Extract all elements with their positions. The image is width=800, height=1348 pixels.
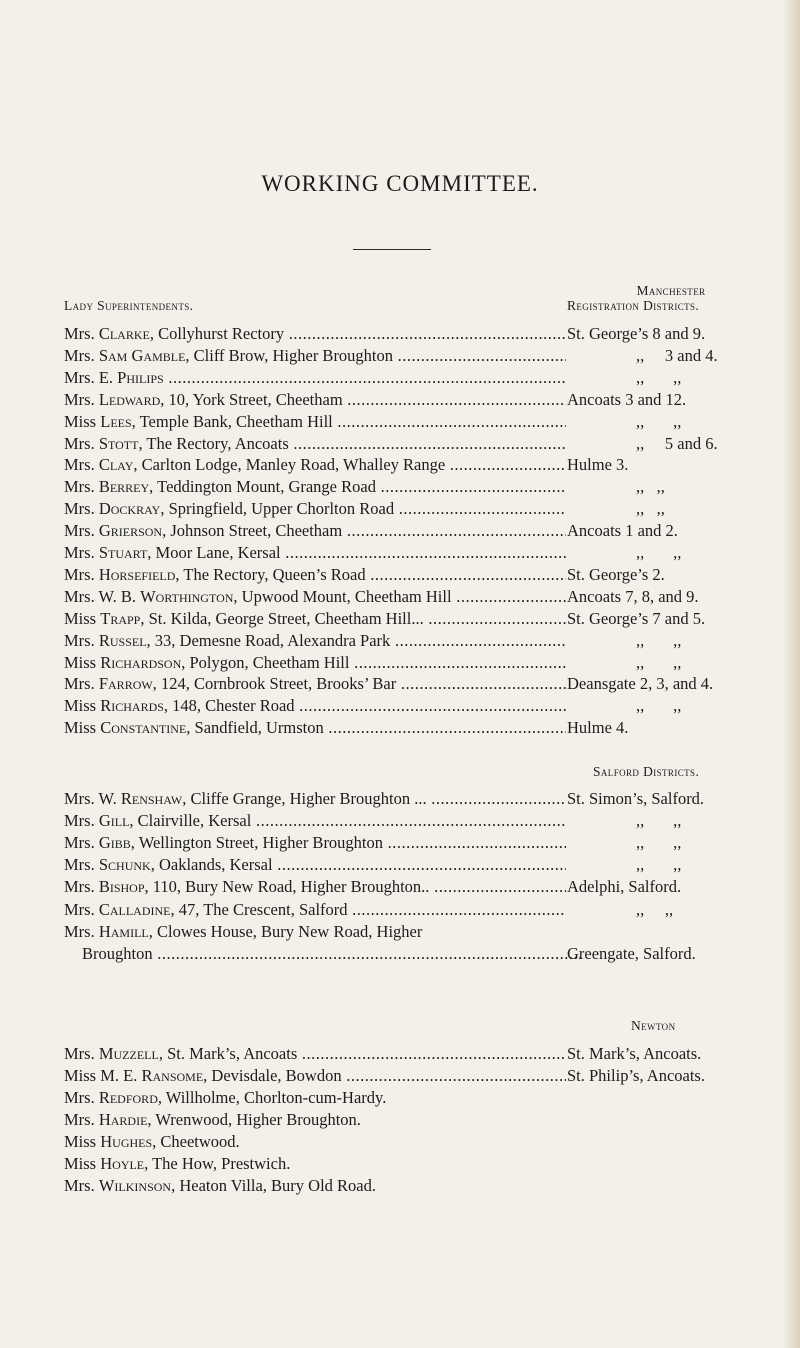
member-entry xyxy=(64,345,566,367)
member-entry xyxy=(64,411,566,433)
member-address: Cliff Brow, Higher Broughton xyxy=(189,345,394,365)
member-entry xyxy=(64,389,566,411)
district-label: ,, ,, xyxy=(636,652,682,672)
district-label: Ancoats 7, 8, and 9. xyxy=(567,586,699,606)
member-name: Gill, xyxy=(98,811,134,831)
list-item xyxy=(0,1131,800,1153)
member-title: Mrs. xyxy=(64,389,95,409)
member-name: Redford, xyxy=(98,1088,162,1107)
member-entry xyxy=(64,564,566,586)
list-item xyxy=(0,1153,800,1175)
member-address: Polygon, Cheetham Hill xyxy=(185,652,350,672)
member-name: E. Philips xyxy=(98,367,164,387)
district-label: St. George’s 7 and 5. xyxy=(567,608,706,628)
district-label: Greengate, Salford. xyxy=(567,943,696,963)
member-title: Mrs. xyxy=(64,877,95,897)
district-label: ,, ,, xyxy=(636,543,682,562)
list-item xyxy=(0,717,800,739)
member-address: Johnson Street, Cheetham xyxy=(166,521,343,541)
member-address: Moor Lane, Kersal xyxy=(151,543,281,562)
member-entry xyxy=(64,1065,566,1087)
district-label: ,, ,, xyxy=(636,833,682,853)
member-address: The Rectory, Ancoats xyxy=(142,433,289,453)
member-address: The How, Prestwich. xyxy=(148,1154,291,1173)
district-label: St. Simon’s, Salford. xyxy=(567,789,705,808)
member-address: The Rectory, Queen’s Road xyxy=(179,564,366,584)
list-item xyxy=(0,1175,800,1197)
member-entry xyxy=(64,520,566,542)
member-name: Hardie, xyxy=(98,1110,152,1129)
member-name: Dockray, xyxy=(98,499,165,519)
member-name: Richardson, xyxy=(100,652,186,672)
list-item xyxy=(0,520,800,542)
list-item xyxy=(0,586,800,608)
member-name: Russel, xyxy=(98,630,151,650)
member-name: Hamill, xyxy=(98,921,153,941)
member-title: Miss xyxy=(64,411,97,431)
district-label: ,, ,, xyxy=(636,367,682,387)
member-entry xyxy=(64,323,566,345)
list-item xyxy=(0,1109,800,1131)
member-address: Clairville, Kersal xyxy=(133,811,252,831)
member-address: Springfield, Upper Chorlton Road xyxy=(164,499,395,519)
district-label: ,, ,, xyxy=(636,411,682,431)
member-entry xyxy=(64,832,566,854)
district-label: ,, 3 and 4. xyxy=(636,345,718,365)
list-item xyxy=(0,323,800,345)
member-title: Mrs. xyxy=(64,521,95,541)
member-title: Mrs. xyxy=(64,455,95,475)
member-name: Hoyle, xyxy=(100,1154,149,1173)
member-title: Mrs. xyxy=(64,674,95,694)
district-label: Hulme 3. xyxy=(567,455,629,475)
newton-heading: Newton xyxy=(631,1018,676,1033)
member-entry xyxy=(64,1131,764,1153)
member-entry xyxy=(64,630,566,652)
member-title: Miss M. E. xyxy=(64,1066,138,1085)
member-name: Berrey, xyxy=(98,477,154,497)
member-entry xyxy=(64,876,566,898)
page-title: WORKING COMMITTEE. xyxy=(261,171,539,196)
member-title: Miss xyxy=(64,718,97,738)
member-entry xyxy=(64,1043,566,1065)
member-address: 148, Chester Road xyxy=(168,696,295,716)
member-title: Mrs. xyxy=(64,833,95,853)
list-item xyxy=(0,389,800,411)
member-title: Miss xyxy=(64,1154,97,1173)
list-item xyxy=(0,1065,800,1087)
member-entry xyxy=(64,921,764,943)
member-address: Carlton Lodge, Manley Road, Whalley Range xyxy=(137,455,446,475)
member-address: 110, Bury New Road, Higher Broughton.. xyxy=(148,877,430,897)
member-address: St. Kilda, George Street, Cheetham Hill... xyxy=(144,608,424,628)
district-label: ,, ,, xyxy=(636,696,682,716)
member-address: Temple Bank, Cheetham Hill xyxy=(135,411,333,431)
list-item xyxy=(0,367,800,389)
member-address: Oaklands, Kersal xyxy=(154,855,273,875)
list-item xyxy=(0,1087,800,1109)
member-name: Ledward, xyxy=(98,389,165,409)
member-address: Teddington Mount, Grange Road xyxy=(153,477,376,497)
member-entry xyxy=(64,542,566,564)
list-item xyxy=(0,454,800,476)
member-entry xyxy=(64,899,566,921)
member-title: Mrs. xyxy=(64,499,95,519)
member-name: Stuart, xyxy=(98,543,152,562)
member-title: Miss xyxy=(64,1132,97,1151)
list-item xyxy=(0,673,800,695)
list-item xyxy=(0,542,800,564)
member-name: Wilkinson, xyxy=(98,1176,176,1195)
member-title: Mrs. xyxy=(64,477,95,497)
district-label: ,, ,, xyxy=(636,477,665,497)
member-title: Mrs. xyxy=(64,564,95,584)
member-name: Clay, xyxy=(98,455,138,475)
member-title: Mrs. xyxy=(64,630,95,650)
list-item xyxy=(0,411,800,433)
member-title: Mrs. xyxy=(64,345,95,365)
member-address: 10, York Street, Cheetham xyxy=(164,389,343,409)
list-item xyxy=(0,652,800,674)
member-title: Mrs. xyxy=(64,899,95,919)
member-title: Mrs. xyxy=(64,921,95,941)
member-title: Mrs. xyxy=(64,811,95,831)
member-name: Hughes, xyxy=(100,1132,157,1151)
manchester-heading-line2: Registration Districts. xyxy=(567,298,700,313)
list-item xyxy=(0,1043,800,1065)
member-address: 47, The Crescent, Salford xyxy=(174,899,348,919)
member-address: Cliffe Grange, Higher Broughton ... xyxy=(186,789,427,808)
member-title: Miss xyxy=(64,696,97,716)
district-label: St. George’s 8 and 9. xyxy=(567,324,706,343)
district-label: ,, ,, xyxy=(636,899,674,919)
member-entry xyxy=(64,433,566,455)
member-name: Stott, xyxy=(98,433,143,453)
member-entry xyxy=(64,608,566,630)
member-entry xyxy=(64,1153,764,1175)
salford-heading: Salford Districts. xyxy=(593,764,700,779)
member-entry xyxy=(64,810,566,832)
member-address: Willholme, Chorlton-cum-Hardy. xyxy=(161,1088,387,1107)
list-item xyxy=(0,345,800,367)
member-address: Wrenwood, Higher Broughton. xyxy=(151,1110,361,1129)
district-label: Ancoats 1 and 2. xyxy=(567,521,678,541)
member-name: Clarke, xyxy=(98,324,154,343)
district-label: St. George’s 2. xyxy=(567,564,665,584)
district-label: Adelphi, Salford. xyxy=(567,877,682,897)
member-name: Lees, xyxy=(100,411,136,431)
member-address: Wellington Street, Higher Broughton xyxy=(134,833,384,853)
district-label: Hulme 4. xyxy=(567,718,629,738)
member-name: Farrow, xyxy=(98,674,157,694)
member-address: St. Mark’s, Ancoats xyxy=(162,1044,298,1063)
lady-superintendents-heading: Lady Superintendents. xyxy=(64,298,194,313)
member-address: Broughton xyxy=(82,943,153,963)
member-name: Bishop, xyxy=(98,877,149,897)
member-address: Cheetwood. xyxy=(156,1132,240,1151)
member-entry xyxy=(64,652,566,674)
member-entry xyxy=(64,454,566,476)
list-item xyxy=(0,943,800,965)
member-name: Sam Gamble, xyxy=(98,345,190,365)
member-entry xyxy=(64,1175,764,1197)
member-address: Heaton Villa, Bury Old Road. xyxy=(175,1176,377,1195)
member-title: Mrs. xyxy=(64,433,95,453)
member-title: Mrs. W. xyxy=(64,789,117,808)
district-label: ,, ,, xyxy=(636,811,682,831)
member-entry xyxy=(64,1109,764,1131)
member-name: Trapp, xyxy=(100,608,145,628)
list-item xyxy=(0,608,800,630)
district-label: ,, ,, xyxy=(636,499,665,519)
district-label: St. Mark’s, Ancoats. xyxy=(567,1044,702,1063)
member-entry xyxy=(64,1087,764,1109)
member-entry xyxy=(64,673,566,695)
district-label: St. Philip’s, Ancoats. xyxy=(567,1066,705,1085)
member-address: Sandfield, Urmston xyxy=(190,718,324,738)
list-item xyxy=(0,476,800,498)
member-entry xyxy=(64,367,566,389)
list-item xyxy=(0,876,800,898)
list-item xyxy=(0,899,800,921)
district-label: ,, 5 and 6. xyxy=(636,433,718,453)
member-title: Miss xyxy=(64,608,97,628)
member-entry xyxy=(64,695,566,717)
district-label: ,, ,, xyxy=(636,630,682,650)
member-name: Renshaw, xyxy=(120,789,187,808)
member-entry xyxy=(64,476,566,498)
member-title: Mrs. xyxy=(64,543,95,562)
title-rule xyxy=(353,249,431,250)
member-title: Mrs. xyxy=(64,367,95,387)
member-title: Mrs. xyxy=(64,1088,95,1107)
list-item xyxy=(0,498,800,520)
member-name: Grierson, xyxy=(98,521,167,541)
list-item xyxy=(0,788,800,810)
district-label: Ancoats 3 and 12. xyxy=(567,389,687,409)
list-item xyxy=(0,695,800,717)
list-item xyxy=(0,564,800,586)
member-name: Calladine, xyxy=(98,899,175,919)
member-title: Mrs. xyxy=(64,1044,95,1063)
list-item xyxy=(0,433,800,455)
list-item xyxy=(0,810,800,832)
member-name: Horsefield, xyxy=(98,564,180,584)
member-name: Schunk, xyxy=(98,855,155,875)
member-name: Muzzell, xyxy=(98,1044,163,1063)
list-item xyxy=(0,921,800,943)
list-item xyxy=(0,854,800,876)
member-entry xyxy=(64,498,566,520)
member-name: Worthington, xyxy=(140,586,238,606)
member-entry xyxy=(82,943,584,965)
member-address: 124, Cornbrook Street, Brooks’ Bar xyxy=(156,674,397,694)
member-entry xyxy=(64,586,566,608)
manchester-heading-line1: Manchester xyxy=(636,283,706,298)
member-name: Constantine, xyxy=(100,718,191,738)
member-entry xyxy=(64,854,566,876)
member-address: Clowes House, Bury New Road, Higher xyxy=(152,921,423,941)
district-label: ,, ,, xyxy=(636,855,682,875)
member-name: Richards, xyxy=(100,696,169,716)
member-title: Mrs. W. B. xyxy=(64,586,136,606)
member-title: Miss xyxy=(64,652,97,672)
member-address: Collyhurst Rectory xyxy=(153,324,285,343)
member-title: Mrs. xyxy=(64,1110,95,1129)
member-title: Mrs. xyxy=(64,855,95,875)
member-title: Mrs. xyxy=(64,1176,95,1195)
member-title: Mrs. xyxy=(64,324,95,343)
district-label: Deansgate 2, 3, and 4. xyxy=(567,674,714,694)
list-item xyxy=(0,630,800,652)
member-address: Upwood Mount, Cheetham Hill xyxy=(237,586,452,606)
member-name: Gibb, xyxy=(98,833,135,853)
member-name: Ransome, xyxy=(141,1066,208,1085)
member-address: Devisdale, Bowdon xyxy=(207,1066,342,1085)
member-entry xyxy=(64,717,566,739)
member-address: 33, Demesne Road, Alexandra Park xyxy=(150,630,391,650)
list-item xyxy=(0,832,800,854)
member-entry xyxy=(64,788,566,810)
